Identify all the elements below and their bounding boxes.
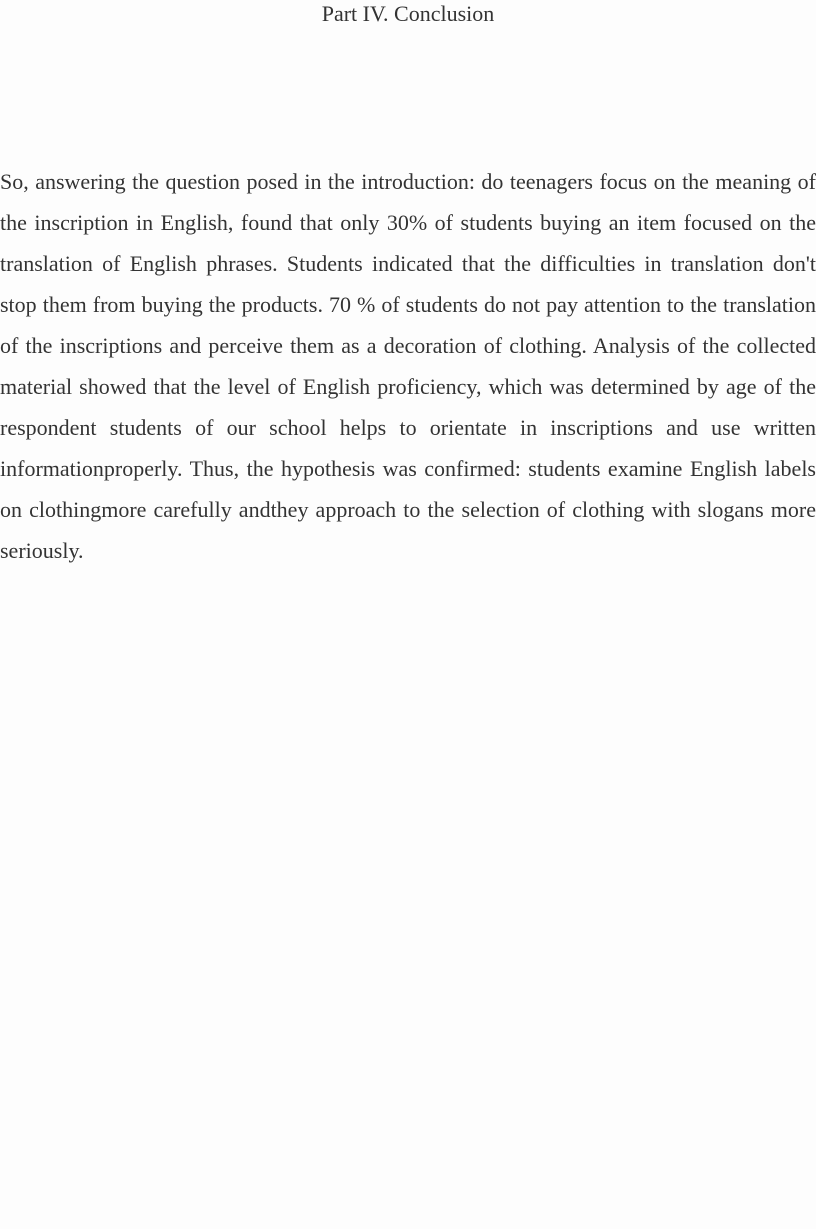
page-title: Part IV. Conclusion: [321, 1, 495, 26]
conclusion-paragraph: So, answering the question posed in the introduction: do teenagers focus on the meaning of the inscription in English, found that only 30% of students buying an item focused on the translation of English phrases. Students indicated that the difficulties in translation don't stop them from buying the products. 70 % of students do not pay attention to the translation of the inscriptions and perceive them as a decoration of clothing. Analysis of the collected material showed that the level of English proficiency, which was determined by age of the respondent students of our school helps to orientate in inscriptions and use written informationproperly. Thus, the hypothesis was confirmed: students examine English labels on clothingmore carefully andthey approach to the selection of clothing with slogans more seriously.: [0, 169, 816, 563]
